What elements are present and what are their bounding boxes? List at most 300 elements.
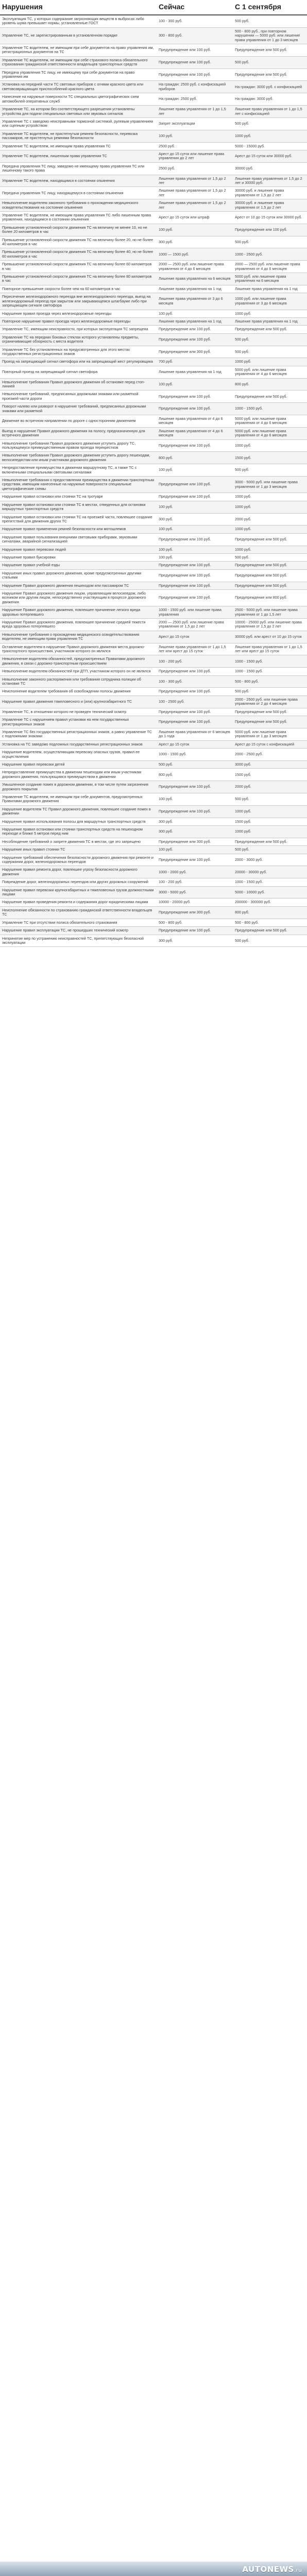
violation-cell: Управление ТС с нарушением правил установки на нем государственных регистрационных знаков [0, 716, 157, 728]
table-row [0, 846, 307, 854]
current-fine-cell: 1000 - 1500 руб. [157, 749, 233, 761]
current-fine-cell: На граждан: 2500 руб. [157, 93, 233, 106]
current-fine-cell: 700 руб. [157, 358, 233, 366]
table-row [0, 187, 307, 199]
table-row [0, 248, 307, 261]
violation-cell: Неисполнение обязанности по страхованию гражданской ответственности владельцев ТС [0, 906, 157, 919]
current-fine-cell: 500 - 800 руб. [157, 919, 233, 926]
current-fine-cell: 100 руб. [157, 793, 233, 805]
violation-cell: Невыполнение требования о прохождении медицинского освидетельствования водителем, не имеющим права управления ТС [0, 631, 157, 643]
table-row [0, 696, 307, 708]
table-row [0, 142, 307, 150]
new-fine-cell: Предупреждение или 500 руб. [233, 44, 307, 57]
new-fine-cell: Лишение права управления от 1,5 до 2 лет и 30000 руб. [233, 175, 307, 187]
table-row [0, 310, 307, 317]
table-row [0, 391, 307, 403]
current-fine-cell: Предупреждение или 100 руб. [157, 569, 233, 582]
violation-cell: Нарушение правил ремонта дорог, повлекшее угрозу безопасности дорожного движения [0, 866, 157, 878]
new-fine-cell: 1500 руб. [233, 769, 307, 781]
new-fine-cell: Предупреждение или 500 руб. [233, 562, 307, 569]
new-fine-cell: 500 руб. [233, 464, 307, 477]
violation-cell: Управление ТС водителем, не имеющим права управления ТС [0, 142, 157, 150]
violation-cell: Нарушение правил проезда через железнодорожные переезды [0, 310, 157, 317]
violation-cell: Нарушение правил остановки или стоянки ТС в местах, отведенных для остановки маршрутных транспортных средств [0, 501, 157, 513]
current-fine-cell: 1000 - 2000 руб. [157, 866, 233, 878]
table-row [0, 106, 307, 118]
table-row [0, 333, 307, 346]
table-row [0, 760, 307, 768]
current-fine-cell: Лишение права управления от 4 до 6 месяцев [157, 415, 233, 428]
new-fine-cell: 2000 - 2500 руб. [233, 749, 307, 761]
new-fine-cell: 500 руб. [233, 553, 307, 561]
current-fine-cell: 800 руб. [157, 769, 233, 781]
violation-cell: Нарушение правил остановки или стоянки ТС на тротуаре [0, 493, 157, 501]
new-fine-cell: 1500 руб. [233, 818, 307, 825]
current-fine-cell: Предупреждение или 100 руб. [157, 333, 233, 346]
current-fine-cell: 100 руб. [157, 130, 233, 142]
current-fine-cell: 100 руб. [157, 224, 233, 236]
new-fine-cell: Предупреждение или 800 руб. [233, 589, 307, 606]
table-row [0, 162, 307, 175]
table-row [0, 224, 307, 236]
violation-cell: Невыполнение водителем законного требования о прохождении медицинского освидетельствования на состояние опьянения [0, 199, 157, 212]
new-fine-cell: 5000 руб. или лишение права управления от 4 до 6 месяцев [233, 427, 307, 439]
table-row [0, 117, 307, 130]
violation-cell: Установка на передней части ТС световых приборов с огнями красного цвета или световозвращающих приспособлений красного цвета [0, 81, 157, 93]
current-fine-cell: Предупреждение или 100 руб. [157, 326, 233, 333]
table-row [0, 501, 307, 513]
current-fine-cell: Арест до 15 суток или лишение права управления до 2 лет [157, 150, 233, 162]
new-fine-cell: 1000 руб. или лишение права управления от 3 до 6 месяцев [233, 293, 307, 310]
violation-cell: Невыполнение требования Правил дорожного движения уступить дорогу пешеходам, велосипедистам или иным участникам дорожного движения [0, 452, 157, 464]
new-fine-cell: 500 - 800 руб., при повторном нарушении — 5000 руб. или лишение права управления от 1 до 3 месяцев [233, 27, 307, 44]
current-fine-cell: Лишение права управления от 3 до 6 месяцев [157, 293, 233, 310]
table-row [0, 477, 307, 493]
current-fine-cell: Лишение права управления от 1,5 до 2 лет [157, 187, 233, 199]
current-fine-cell: 100 - 300 руб. [157, 15, 233, 27]
new-fine-cell: 3000 - 5000 руб. или лишение права управления от 1 до 3 месяцев [233, 477, 307, 493]
table-row [0, 838, 307, 845]
violation-cell: Нарушение требований обеспечения безопасности дорожного движения при ремонте и содержании дорог, железнодорожных переездов [0, 854, 157, 866]
violation-cell: Установка на ТС заведомо подложных государственных регистрационных знаков [0, 740, 157, 748]
current-fine-cell: 100 руб. [157, 553, 233, 561]
current-fine-cell: 300 руб. [157, 513, 233, 526]
violation-cell: Нарушение правил буксировки [0, 553, 157, 561]
violation-cell: Превышение установленной скорости движения ТС на величину более 40, но не более 60 километров в час [0, 248, 157, 261]
new-fine-cell: Предупреждение или 500 руб. [233, 326, 307, 333]
violation-cell: Повторный проезд на запрещающий сигнал светофора [0, 366, 157, 378]
table-row [0, 93, 307, 106]
new-fine-cell: 2000 руб. [233, 781, 307, 793]
new-fine-cell: 3000 руб. [233, 760, 307, 768]
current-fine-cell: Предупреждение или 100 руб. [157, 589, 233, 606]
violation-cell: Пересечение железнодорожного переезда вне железнодорожного переезда, выезд на железнодорожный переезд при закрытом или закрывающемся шлагбауме либо при запрещающем сигнале светофора [0, 293, 157, 310]
table-row [0, 826, 307, 838]
table-row [0, 708, 307, 716]
new-fine-cell: 30000 руб. [233, 162, 307, 175]
current-fine-cell: 100 - 200 руб. [157, 655, 233, 668]
table-row [0, 317, 307, 325]
current-fine-cell: Предупреждение или 100 руб. [157, 391, 233, 403]
current-fine-cell: Предупреждение или 100 руб. [157, 781, 233, 793]
violation-cell: Невыполнение водителем обязанностей, предусмотренных Правилами дорожного движения, в связи с дорожно-транспортным происшествием [0, 655, 157, 668]
violation-cell: Невыполнение требования Правил дорожного движения об остановке перед стоп-линией [0, 378, 157, 391]
violation-cell: Несоблюдение требований о запрете движения ТС в местах, где это запрещено [0, 838, 157, 845]
violation-cell: Нарушение правил перевозки людей [0, 546, 157, 553]
violation-cell: Невыполнение водителем обязанностей при ДТП, участником которого он не являлся [0, 668, 157, 675]
new-fine-cell: 5000 - 10000 руб. [233, 886, 307, 899]
current-fine-cell: Предупреждение или 100 руб. [157, 44, 233, 57]
table-row [0, 513, 307, 526]
current-fine-cell: Предупреждение или 100 руб. [157, 805, 233, 818]
new-fine-cell: 30000 руб. и лишение права управления от 1,5 до 2 лет [233, 187, 307, 199]
new-fine-cell: 2000 - 3000 руб. [233, 854, 307, 866]
violation-cell: Нарушение правил использования полосы для маршрутных транспортных средств [0, 818, 157, 825]
current-fine-cell: Предупреждение или 100 руб. [157, 493, 233, 501]
current-fine-cell: 300 руб. [157, 826, 233, 838]
table-row [0, 878, 307, 886]
violation-cell: Управление ТС на передних боковых стеклах которого установлены предметы, ограничивающие обзорность с места водителя [0, 333, 157, 346]
current-fine-cell: Лишение права управления от 1,5 до 2 лет [157, 175, 233, 187]
new-fine-cell: Предупреждение или 500 руб. [233, 838, 307, 845]
current-fine-cell: Предупреждение или 100 руб. [157, 716, 233, 728]
table-row [0, 769, 307, 781]
violation-cell: Нарушение правил перевозки крупногабаритных и тяжеловесных грузов должностными лицами [0, 886, 157, 899]
table-row [0, 546, 307, 553]
table-row [0, 403, 307, 415]
new-fine-cell: Предупреждение или 500 руб. [233, 582, 307, 589]
current-fine-cell: 300 - 800 руб. [157, 27, 233, 44]
current-fine-cell: Предупреждение или 100 руб. [157, 439, 233, 452]
new-fine-cell: 1000 - 1500 руб. [233, 655, 307, 668]
violation-cell: Передача управления ТС лицу, находящемуся в состоянии опьянения [0, 187, 157, 199]
header-now: Сейчас [157, 0, 233, 15]
violation-cell: Нарушение водителем ТС Правил дорожного движения, повлекшее создание помех в движении [0, 805, 157, 818]
current-fine-cell: 500 руб. [157, 760, 233, 768]
violation-cell: Нарушение Правил дорожного движения, повлекшее причинение средней тяжести вреда здоровью потерпевшего [0, 619, 157, 631]
current-fine-cell: Лишение права управления на 1 год [157, 366, 233, 378]
current-fine-cell: Арест до 15 суток или штраф [157, 212, 233, 224]
table-body [0, 15, 307, 947]
current-fine-cell: Лишение права управления на 1 год [157, 285, 233, 293]
current-fine-cell: Запрет эксплуатации [157, 117, 233, 130]
violation-cell: Превышение установленной скорости движения ТС на величину более 20, но не более 40 километров в час [0, 236, 157, 248]
new-fine-cell: 2500 - 5000 руб. или лишение права управления от 1 до 1,5 лет [233, 606, 307, 619]
current-fine-cell: Лишение права управления от 4 до 6 месяцев [157, 427, 233, 439]
violation-cell: Управление ТС без установленных на предусмотренных для этого местах государственных регистрационных знаков [0, 346, 157, 358]
current-fine-cell: На граждан: 2500 руб. с конфискацией приборов [157, 81, 233, 93]
violation-cell: Управление ТС водителем, лишенным права управления ТС [0, 150, 157, 162]
table-row [0, 56, 307, 69]
violation-cell: Управление ТС водителем, не имеющим при себе страхового полиса обязательного страхования гражданской ответственности владельцев транспортных средств [0, 56, 157, 69]
table-row [0, 366, 307, 378]
current-fine-cell: 100 руб. [157, 846, 233, 854]
new-fine-cell: Предупреждение или 100 руб. [233, 224, 307, 236]
violation-cell: Нарушение правил остановки или стоянки ТС на проезжей части, повлекшее создание препятствий для движения других ТС [0, 513, 157, 526]
violation-cell: Нарушение Правил дорожного движения лицом, управляющим велосипедом, либо возчиком или другим лицом, непосредственно участвующим в процессе дорожного движения [0, 589, 157, 606]
new-fine-cell: 20000 - 30000 руб. [233, 866, 307, 878]
violation-cell: Управление ТС водителем, не имеющим при себе документов на право управления им, регистрационных документов на ТС [0, 44, 157, 57]
new-fine-cell: 1000 - 1500 руб. [233, 878, 307, 886]
new-fine-cell: Предупреждение или 500 руб. [233, 569, 307, 582]
new-fine-cell: 1000 руб. [233, 310, 307, 317]
new-fine-cell: 500 руб. [233, 688, 307, 696]
current-fine-cell: Лишение права управления на 6 месяцев [157, 273, 233, 285]
current-fine-cell: Предупреждение или 300 руб. [157, 346, 233, 358]
table-row [0, 631, 307, 643]
current-fine-cell: 100 руб. [157, 546, 233, 553]
table-row [0, 273, 307, 285]
current-fine-cell: Предупреждение или 100 руб. [157, 854, 233, 866]
table-row [0, 261, 307, 273]
new-fine-cell: 5000 - 15000 руб. [233, 142, 307, 150]
violation-cell: Нарушение правил движения тяжеловесного и (или) крупногабаритного ТС [0, 696, 157, 708]
violation-cell: Повторное нарушение правил проезда через железнодорожные переезды [0, 317, 157, 325]
current-fine-cell: Предупреждение или 100 руб. [157, 477, 233, 493]
table-row [0, 927, 307, 935]
table-row [0, 793, 307, 805]
new-fine-cell: 2000 руб. [233, 513, 307, 526]
violation-cell: Нарушение правил учебной езды [0, 562, 157, 569]
violation-cell: Нанесение на наружные поверхности ТС специальных цветографических схем автомобилей оперативных служб [0, 93, 157, 106]
current-fine-cell: Предупреждение или 100 руб. [157, 582, 233, 589]
new-fine-cell: 1000 - 1500 руб. [233, 668, 307, 675]
footer-bar [0, 2562, 307, 2576]
new-fine-cell: Предупреждение или 500 руб. [233, 708, 307, 716]
current-fine-cell: Предупреждение или 100 руб. [157, 69, 233, 81]
table-row [0, 293, 307, 310]
new-fine-cell: 800 руб. [233, 378, 307, 391]
new-fine-cell: Арест до 15 суток с конфискацией [233, 740, 307, 748]
violation-cell: Поворот налево или разворот в нарушение требований, предписанных дорожными знаками или разметкой [0, 403, 157, 415]
new-fine-cell: Лишение права управления на 1 год [233, 285, 307, 293]
current-fine-cell: 100 - 2500 руб. [157, 696, 233, 708]
violation-cell: Нарушение правил применения ремней безопасности или мотошлемов [0, 526, 157, 533]
table-row [0, 526, 307, 533]
violation-cell: Повторное превышение скорости более чем на 60 километров в час [0, 285, 157, 293]
new-fine-cell: Предупреждение или 500 руб. [233, 69, 307, 81]
violation-cell: Невыполнение требования Правил дорожного движения уступить дорогу ТС, пользующемуся преимущественным правом проезда перекрестков [0, 439, 157, 452]
current-fine-cell: Предупреждение или 100 руб. [157, 56, 233, 69]
new-fine-cell: Лишение права управления от 1 до 1,5 лет или арест до 15 суток [233, 643, 307, 655]
current-fine-cell: 100 руб. [157, 310, 233, 317]
new-fine-cell: 500 руб. [233, 15, 307, 27]
current-fine-cell: 300 руб. [157, 818, 233, 825]
violation-cell: Нарушение правил пользования внешними световыми приборами, звуковыми сигналами, аварийной сигнализацией [0, 533, 157, 546]
current-fine-cell: Предупреждение или 300 руб. [157, 906, 233, 919]
new-fine-cell: 30000 руб. или арест от 10 до 15 суток [233, 631, 307, 643]
new-fine-cell: 1000 руб. [233, 358, 307, 366]
new-fine-cell: 500 руб. [233, 793, 307, 805]
table-row [0, 27, 307, 44]
new-fine-cell: 1000 руб. [233, 805, 307, 818]
header-new: С 1 сентября [233, 0, 307, 15]
violation-cell: Проезд на запрещающий сигнал светофора или на запрещающий жест регулировщика [0, 358, 157, 366]
violation-cell: Оставление водителем в нарушение Правил дорожного движения места дорожно-транспортного происшествия, участником которого он являлся [0, 643, 157, 655]
current-fine-cell: 1000 — 1500 руб. [157, 248, 233, 261]
violation-cell: Выезд в нарушение Правил дорожного движения на полосу, предназначенную для встречного движения [0, 427, 157, 439]
brand-suffix: .ru [294, 2568, 302, 2573]
table-row [0, 716, 307, 728]
violation-cell: Управление ТС водителем, не имеющим при себе документов, предусмотренных Правилами дорожного движения [0, 793, 157, 805]
current-fine-cell: 100 руб. [157, 378, 233, 391]
new-fine-cell: 800 руб. [233, 906, 307, 919]
new-fine-cell: 2000 — 2500 руб. или лишение права управления от 4 до 6 месяцев [233, 261, 307, 273]
violation-cell: Непринятие мер по устранению неисправностей ТС, препятствующих безопасной эксплуатации [0, 935, 157, 947]
violation-cell: Нарушение правил остановки или стоянки транспортных средств на пешеходном переходе и ближе 5 метров перед ним [0, 826, 157, 838]
new-fine-cell: 2000 - 2500 руб. или лишение права управления от 2 до 4 месяцев [233, 696, 307, 708]
table-header-row [0, 0, 307, 15]
violation-cell: Нарушение правил эксплуатации ТС, не прошедших технический осмотр [0, 927, 157, 935]
current-fine-cell: 100 - 300 руб. [157, 675, 233, 688]
current-fine-cell: 2000 — 2500 руб. или лишение права управления от 4 до 6 месяцев [157, 261, 233, 273]
new-fine-cell: Предупреждение или 500 руб. [233, 716, 307, 728]
violation-cell: Превышение установленной скорости движения ТС на величину более 80 километров в час [0, 273, 157, 285]
current-fine-cell: Предупреждение или 100 руб. [157, 927, 233, 935]
new-fine-cell: 1000 руб. [233, 439, 307, 452]
new-fine-cell: 500 руб. [233, 333, 307, 346]
table-row [0, 326, 307, 333]
table-row [0, 619, 307, 631]
violation-cell: Нарушение иных правил стоянки ТС [0, 846, 157, 854]
violation-cell: Нарушение иных правил дорожного движения, кроме предусмотренных другими статьями [0, 569, 157, 582]
fines-table [0, 0, 307, 947]
table-row [0, 749, 307, 761]
table-row [0, 44, 307, 57]
table-row [0, 415, 307, 428]
table-row [0, 899, 307, 906]
table-row [0, 781, 307, 793]
current-fine-cell: Предупреждение или 100 руб. [157, 668, 233, 675]
table-row [0, 606, 307, 619]
table-row [0, 886, 307, 899]
new-fine-cell: 5000 руб. или лишение права управления от 4 до 6 месяцев [233, 366, 307, 378]
table-row [0, 150, 307, 162]
new-fine-cell: 5000 руб. или лишение права управления от 4 до 6 месяцев [233, 415, 307, 428]
table-row [0, 688, 307, 696]
table-row [0, 655, 307, 668]
current-fine-cell: Предупреждение или 100 руб. [157, 533, 233, 546]
table-row [0, 675, 307, 688]
table-row [0, 69, 307, 81]
table-row [0, 81, 307, 93]
brand-logo[interactable] [242, 2565, 302, 2574]
new-fine-cell: Арест от 10 до 15 суток или 30000 руб. [233, 212, 307, 224]
current-fine-cell: 300 руб. [157, 935, 233, 947]
table-row [0, 533, 307, 546]
violation-cell: Нарушение Правил дорожного движения, повлекшее причинение легкого вреда здоровью потерпевшего [0, 606, 157, 619]
violation-cell: Невыполнение требований, предписанных дорожными знаками или разметкой проезжей части дороги [0, 391, 157, 403]
table-row [0, 569, 307, 582]
violation-cell: Невыполнение законного распоряжения или требования сотрудника полиции об остановке ТС [0, 675, 157, 688]
table-row [0, 358, 307, 366]
new-fine-cell: Арест до 15 суток или 30000 руб. [233, 150, 307, 162]
current-fine-cell: Лишение права управления на 1 год [157, 317, 233, 325]
new-fine-cell: 500 - 800 руб. [233, 919, 307, 926]
current-fine-cell: 2500 руб. [157, 142, 233, 150]
current-fine-cell: 10000 - 20000 руб. [157, 899, 233, 906]
table-row [0, 236, 307, 248]
current-fine-cell: Арест до 15 суток [157, 631, 233, 643]
violation-cell: Нарушение правил перевозки детей [0, 760, 157, 768]
table-row [0, 427, 307, 439]
new-fine-cell: 1000 руб. [233, 546, 307, 553]
violation-cell: Нарушение водителем, осуществляющим перевозку опасных грузов, правил ее осуществления [0, 749, 157, 761]
current-fine-cell: Предупреждение или 300 руб. [157, 838, 233, 845]
new-fine-cell: На граждан: 3000 руб. с конфискацией [233, 81, 307, 93]
current-fine-cell: 100 руб. [157, 464, 233, 477]
new-fine-cell: 1000 руб. [233, 826, 307, 838]
table-row [0, 285, 307, 293]
current-fine-cell: Лишение права управления от 1 до 1,5 лет или арест до 15 суток [157, 643, 233, 655]
new-fine-cell: 500 руб. [233, 236, 307, 248]
violation-cell: Управление ТС водителем, не пристегнутым ремнем безопасности, перевозка пассажиров, не пристегнутых ремнями безопасности [0, 130, 157, 142]
current-fine-cell: Лишение права управления от 1,5 до 2 лет [157, 199, 233, 212]
brand-name: AUTONEWS [242, 2565, 294, 2574]
current-fine-cell: 100 руб. [157, 501, 233, 513]
violation-cell: Неисполнение водителем требования об освобождении полосы движения [0, 688, 157, 696]
new-fine-cell: Предупреждение или 500 руб. [233, 533, 307, 546]
violation-cell: Превышение установленной скорости движения ТС на величину не менее 10, но не более 20 километров в час [0, 224, 157, 236]
current-fine-cell: Предупреждение или 100 руб. [157, 403, 233, 415]
table-row [0, 805, 307, 818]
table-row [0, 130, 307, 142]
new-fine-cell: 500 руб. [233, 346, 307, 358]
current-fine-cell: 2000 — 2500 руб. или лишение права управления от 1,5 до 2 лет [157, 619, 233, 631]
table-row [0, 15, 307, 27]
table-row [0, 378, 307, 391]
new-fine-cell: 30000 руб. и лишение права управления от 1,5 до 2 лет [233, 199, 307, 212]
new-fine-cell: На граждан: 3000 руб. [233, 93, 307, 106]
new-fine-cell: 1000 - 2500 руб. [233, 248, 307, 261]
violation-cell: Управление ТС при отсутствии полиса обязательного страхования [0, 919, 157, 926]
new-fine-cell: 1000 руб. [233, 526, 307, 533]
violation-cell: Невыполнение требования о предоставлении преимущества в движении транспортным средствам, имеющим нанесенные на наружные поверхности специальные цветографические схемы [0, 477, 157, 493]
violation-cell: Управление ТС водителем, находящимся в состоянии опьянения [0, 175, 157, 187]
new-fine-cell: 500 руб. [233, 846, 307, 854]
current-fine-cell: 2500 руб. [157, 162, 233, 175]
new-fine-cell: 500 руб. [233, 56, 307, 69]
table-row [0, 452, 307, 464]
violation-cell: Умышленное создание помех в дорожном движении, в том числе путем загрязнения дорожного покрытия [0, 781, 157, 793]
header-violations: Нарушения [0, 0, 157, 15]
table-row [0, 668, 307, 675]
violation-cell: Нарушение правил проведения ремонта и содержания дорог юридическими лицами [0, 899, 157, 906]
table-row [0, 935, 307, 947]
violation-cell: Непредоставление преимущества в движении маршрутному ТС, а также ТС с включенными специальными световыми сигналами [0, 464, 157, 477]
violation-cell: Превышение установленной скорости движения ТС на величину более 60 километров в час [0, 261, 157, 273]
new-fine-cell: 500 - 800 руб. [233, 675, 307, 688]
new-fine-cell: 10000 - 25000 руб. или лишение права управления от 1,5 до 2 лет [233, 619, 307, 631]
table-row [0, 643, 307, 655]
new-fine-cell: 200000 - 300000 руб. [233, 899, 307, 906]
table-row [0, 212, 307, 224]
current-fine-cell: Лишение права управления от 6 месяцев до 1 года [157, 728, 233, 740]
violation-cell: Непредоставление преимущества в движении пешеходам или иным участникам дорожного движения, пользующимся преимуществом в движении [0, 769, 157, 781]
table-row [0, 493, 307, 501]
violation-cell: Нарушение Правил дорожного движения пешеходом или пассажиром ТС [0, 582, 157, 589]
new-fine-cell: Предупреждение или 500 руб. [233, 927, 307, 935]
current-fine-cell: 1000 - 1500 руб. или лишение права управления [157, 606, 233, 619]
table-row [0, 346, 307, 358]
violation-cell: Управление ТС, на котором без соответствующего разрешения установлены устройства для подачи специальных световых или звуковых сигналов [0, 106, 157, 118]
new-fine-cell: Лишение права управления на 1 год [233, 317, 307, 325]
table-row [0, 439, 307, 452]
table-row [0, 553, 307, 561]
current-fine-cell: 100 - 200 руб. [157, 878, 233, 886]
new-fine-cell: 5000 руб. или лишение права управления от 1 до 3 месяцев [233, 728, 307, 740]
table-row [0, 728, 307, 740]
